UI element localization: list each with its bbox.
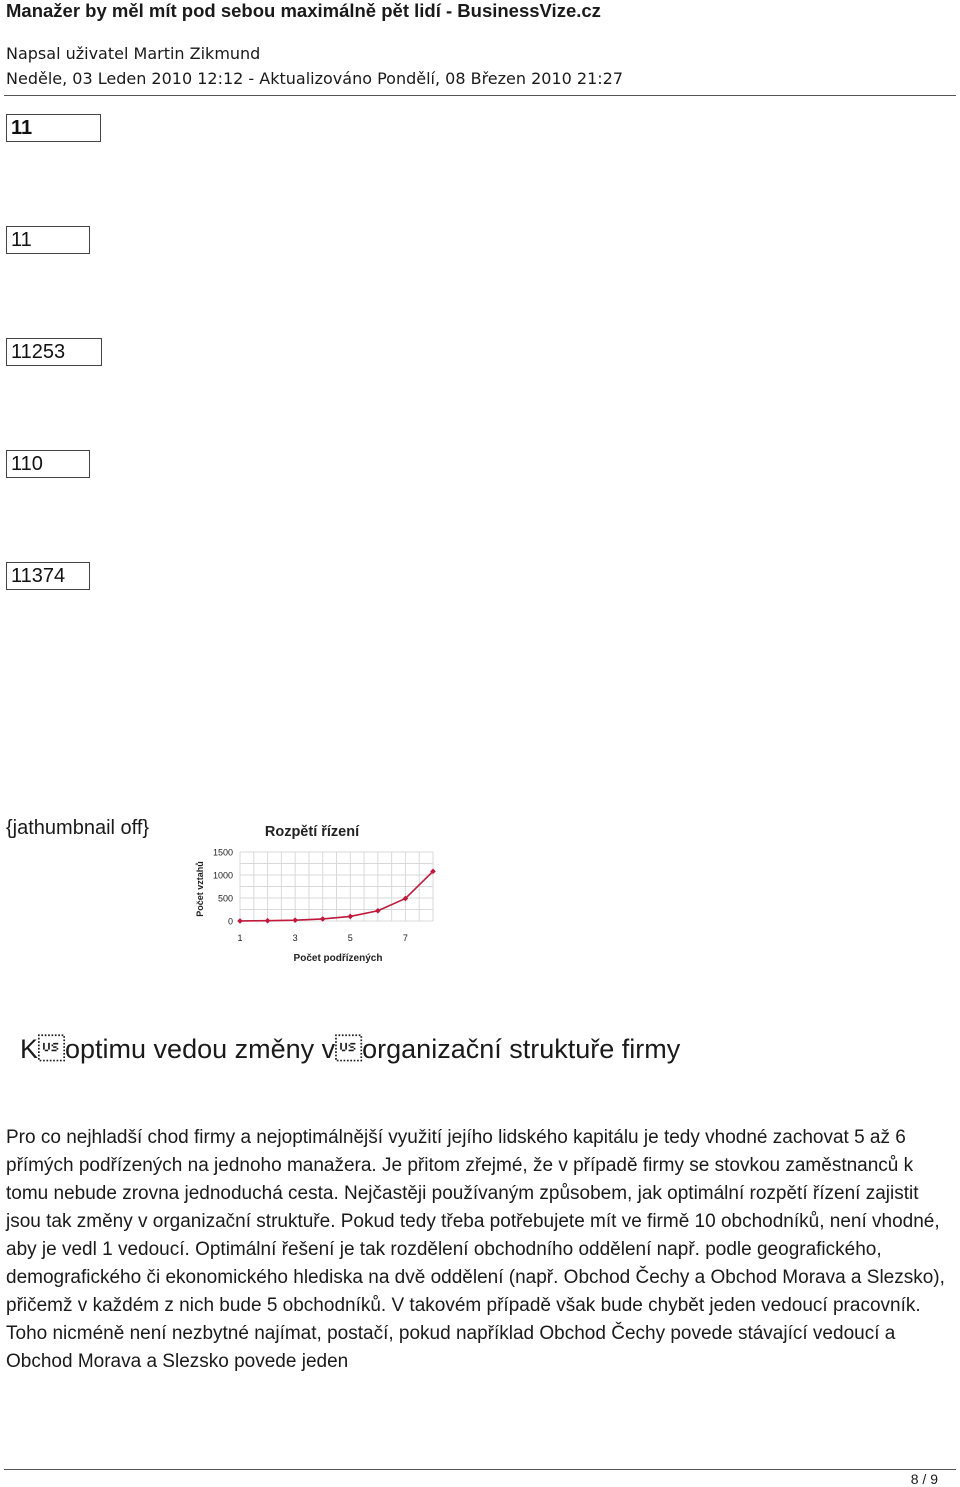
date-line: Neděle, 03 Leden 2010 12:12 - Aktualizováno Pondělí, 08 Březen 2010 21:27 <box>6 69 624 88</box>
footer-divider <box>4 1469 956 1470</box>
chart-y-axis-label: Počet vztahů <box>195 861 205 917</box>
x-tick-label: 1 <box>237 933 243 943</box>
data-point <box>237 918 243 924</box>
y-tick-label: 1000 <box>212 870 233 881</box>
data-point <box>375 908 381 914</box>
x-tick-label: 5 <box>347 933 353 943</box>
span-of-control-chart <box>190 815 450 970</box>
section-heading: K optimu vedou změny v organizační struktuře firmy <box>20 1034 681 1064</box>
value-box-1: 11 <box>6 114 101 142</box>
page-title: Manažer by měl mít pod sebou maximálně pět lidí - BusinessVize.cz <box>6 0 601 21</box>
value-box-2: 11 <box>6 226 90 254</box>
chart-x-ticks <box>237 933 407 943</box>
article-paragraph: Pro co nejhladší chod firmy a nejoptimálnější využití jejího lidského kapitálu je tedy vhodné zachovat 5 až 6 přímých podřízených na jednoho manažera. Je přitom zřejmé, že v případě firmy se stovkou zaměstnanců k tomu nebude zrovna jednoduchá cesta. Nejčastěji používaným způsobem, jak optimální rozpětí řízení zajistit jsou tak změny v organizační struktuře. Pokud tedy třeba potřebujete mít ve firmě 10 obchodníků, není vhodné, aby je vedl 1 vedoucí. Optimální řešení je tak rozdělení obchodního oddělení např. podle geografického, demografického či ekonomického hlediska na dvě oddělení (např. Obchod Čechy a Obchod Morava a Slezsko), přičemž v každém z nich bude 5 obchodníků. V takovém případě však bude chybět jeden vedoucí pracovník. Toho nicméně není nezbytné najímat, postačí, pokud například Obchod Čechy povede stávající vedoucí a Obchod Morava a Slezsko povede jeden <box>6 1127 945 1372</box>
chart-grid <box>240 852 433 921</box>
x-tick-label: 7 <box>402 933 408 943</box>
chart-title: Rozpětí řízení <box>264 824 360 840</box>
y-tick-label: 0 <box>227 916 233 927</box>
value-box-3: 11253 <box>6 338 102 366</box>
data-point <box>292 917 298 923</box>
author-line: Napsal uživatel Martin Zikmund <box>6 44 261 63</box>
chart-x-axis-label: Počet podřízených <box>293 953 383 964</box>
x-tick-label: 3 <box>292 933 298 943</box>
chart-y-ticks <box>213 848 233 927</box>
value-box-5: 11374 <box>6 562 90 590</box>
jathumbnail-tag: {jathumbnail off} <box>6 817 150 839</box>
page-number: 8 / 9 <box>910 1471 938 1487</box>
data-point <box>265 918 271 924</box>
value-box-4: 110 <box>6 450 90 478</box>
header-divider <box>4 95 956 96</box>
y-tick-label: 500 <box>217 893 233 904</box>
y-tick-label: 1500 <box>212 847 233 858</box>
data-point <box>347 914 353 920</box>
